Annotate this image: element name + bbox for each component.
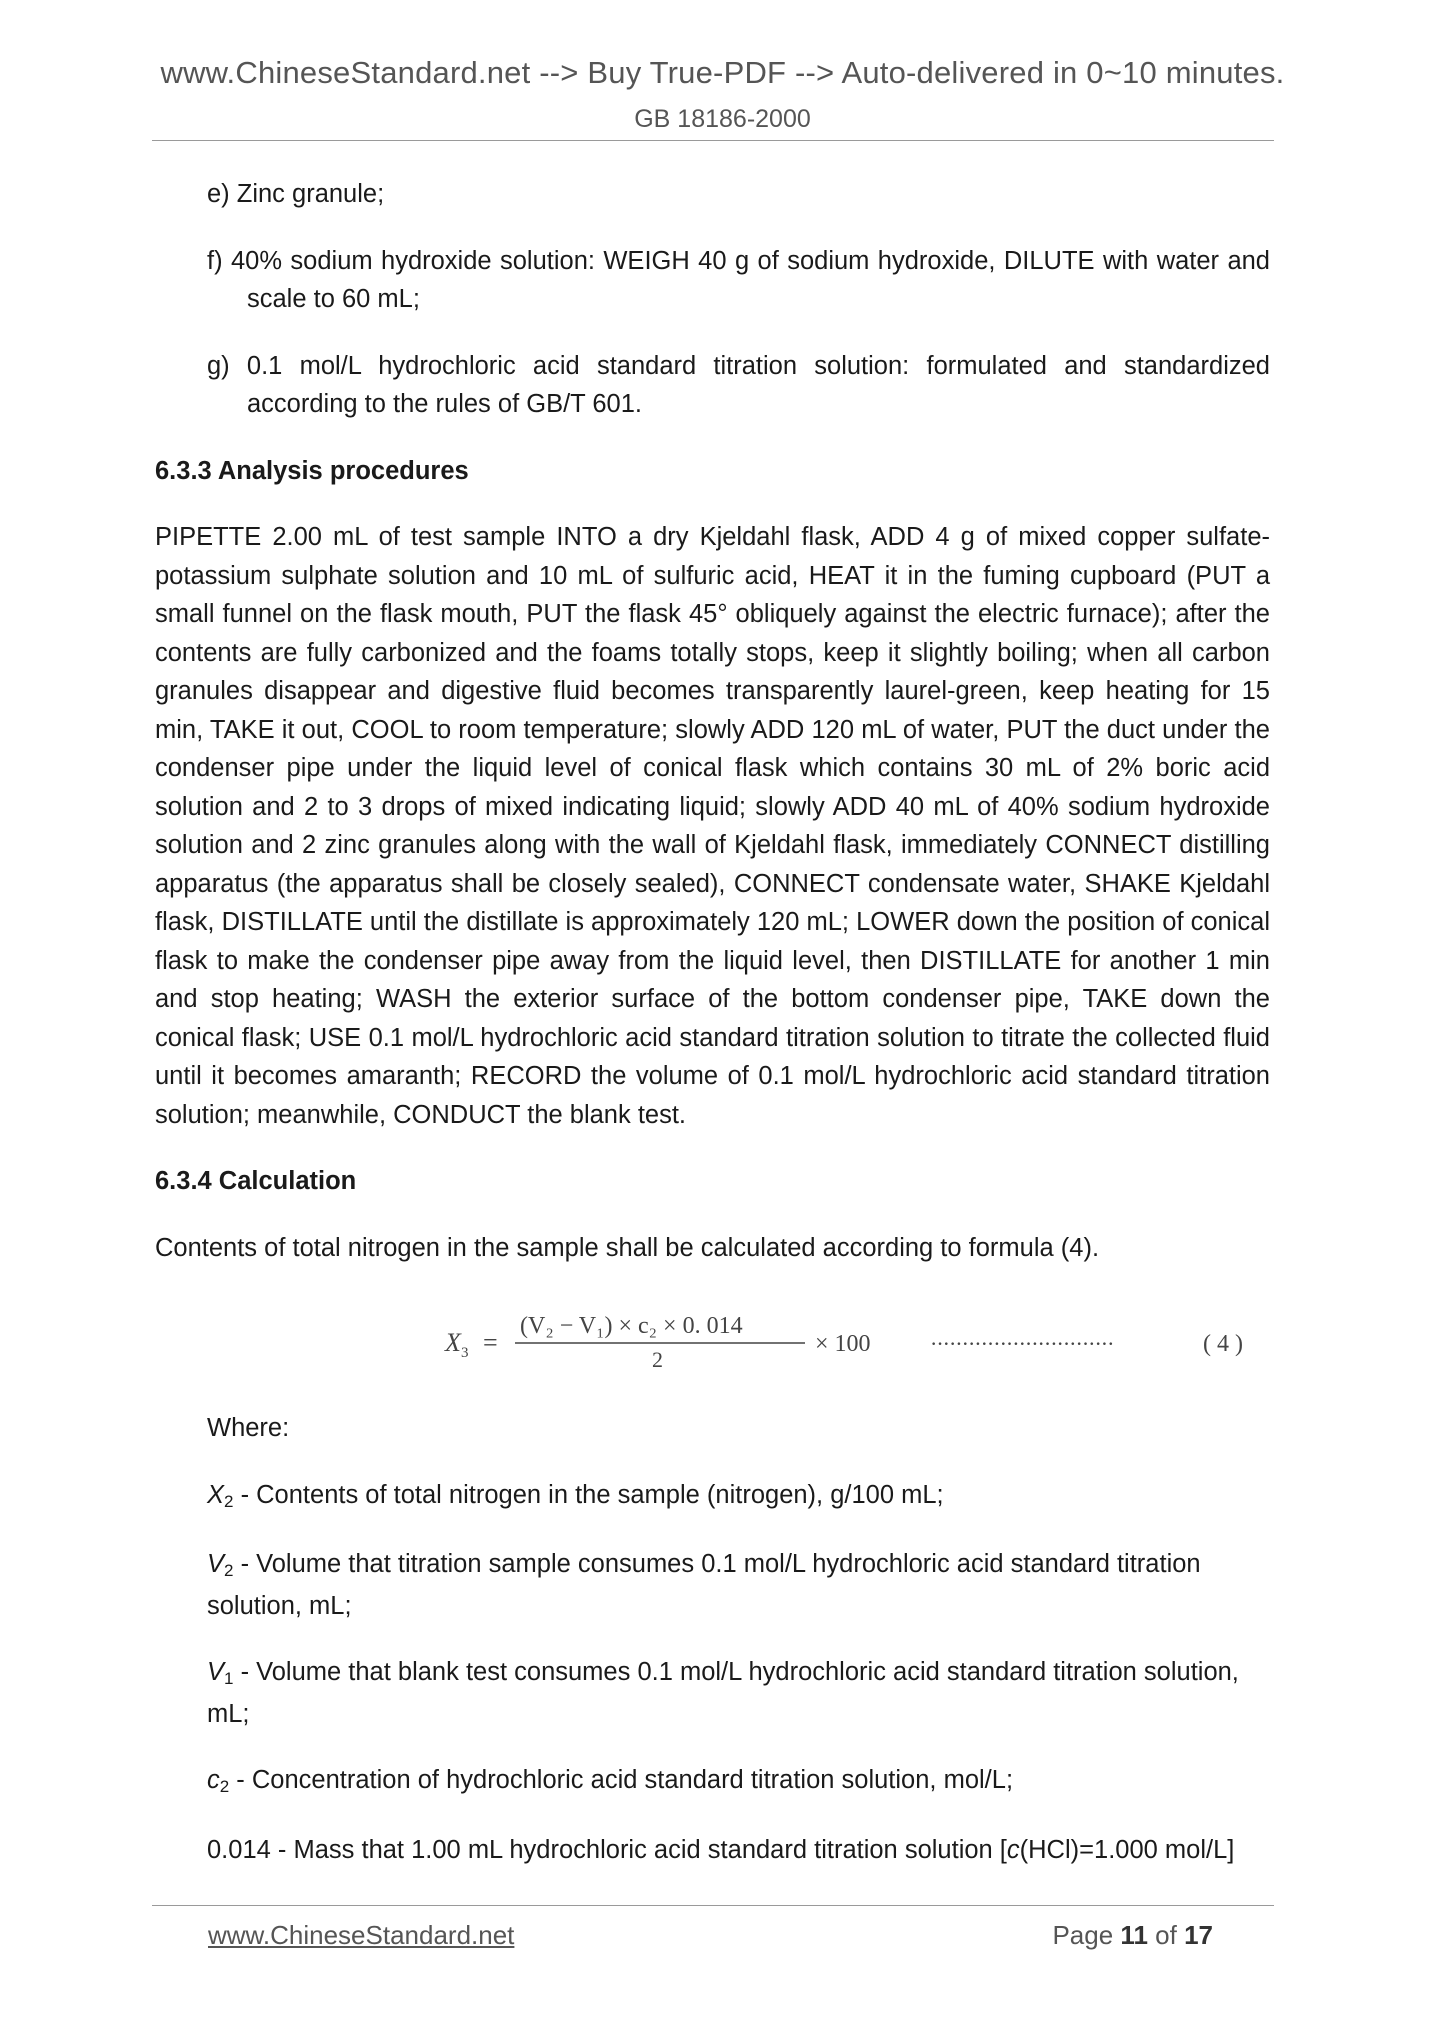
def-text: - Volume that titration sample consumes 0.1 mol/L hydrochloric acid standard titration solution, mL;	[207, 1550, 1201, 1620]
definition-x2	[207, 1476, 1270, 1518]
def-text: (HCl)=1.000 mol/L]	[1019, 1835, 1235, 1864]
footer-divider	[152, 1905, 1274, 1906]
def-symbol: X	[207, 1480, 225, 1509]
formula-numerator: (V₂ − V₁) × c₂ × 0. 014	[520, 1313, 743, 1339]
definition-v2	[207, 1545, 1270, 1625]
formula-4	[155, 1295, 1270, 1387]
footer-website-link[interactable]: www.ChineseStandard.net	[208, 1920, 515, 1950]
definition-c2	[207, 1761, 1270, 1803]
header-banner[interactable]: www.ChineseStandard.net --> Buy True-PDF --> Auto-delivered in 0~10 minutes.	[160, 55, 1285, 90]
formula-number: ( 4 )	[1203, 1331, 1243, 1357]
def-subscript: 1	[224, 1669, 234, 1688]
formula-graphic	[155, 1295, 1270, 1387]
formula-lhs-symbol: X	[445, 1328, 461, 1357]
calculation-intro: Contents of total nitrogen in the sample shall be calculated according to formula (4).	[155, 1233, 1100, 1262]
page-label: Page	[1052, 1920, 1114, 1950]
section-heading-calculation: 6.3.4 Calculation	[155, 1167, 357, 1195]
definition-v1	[207, 1653, 1270, 1733]
section-heading-analysis-procedures: 6.3.3 Analysis procedures	[155, 456, 469, 485]
def-subscript: 2	[219, 1777, 230, 1796]
standard-number: GB 18186-2000	[634, 105, 811, 133]
def-text: - Contents of total nitrogen in the sample (nitrogen), g/100 mL;	[233, 1480, 944, 1509]
list-item-e: e) Zinc granule;	[207, 180, 385, 208]
page-current: 11	[1120, 1920, 1148, 1950]
analysis-procedures-paragraph: PIPETTE 2.00 mL of test sample INTO a dry Kjeldahl flask, ADD 4 g of mixed copper sulfate-potassium sulphate solution and 10 mL of sulfuric acid, HEAT it in the fuming cupboard (PUT a small funnel on the flask mouth, PUT the flask 45° obliquely against the electric furnace); after the contents are fully carbonized and the foams totally stops, keep it slightly boiling; when all carbon granules disappear and digestive fluid becomes transparently laurel-green, keep heating for 15 min, TAKE it out, COOL to room temperature; slowly ADD 120 mL of water, PUT the duct under the condenser pipe under the liquid level of conical flask which contains 30 mL of 2% boric acid solution and 2 to 3 drops of mixed indicating liquid; slowly ADD 40 mL of 40% sodium hydroxide solution and 2 zinc granules along with the wall of Kjeldahl flask, immediately CONNECT distilling apparatus (the apparatus shall be closely sealed), CONNECT condensate water, SHAKE Kjeldahl flask, DISTILLATE until the distillate is approximately 120 mL; LOWER down the position of conical flask to make the condenser pipe away from the liquid level, then DISTILLATE for another 1 min and stop heating; WASH the exterior surface of the bottom condenser pipe, TAKE down the conical flask; USE 0.1 mol/L hydrochloric acid standard titration solution to titrate the collected fluid until it becomes amaranth; RECORD the volume of 0.1 mol/L hydrochloric acid standard titration solution; meanwhile, CONDUCT the blank test.	[155, 523, 1270, 1129]
formula-lhs-subscript: 3	[461, 1345, 469, 1361]
page-indicator	[1052, 1920, 1213, 1951]
def-text: 0.014 - Mass that 1.00 mL hydrochloric acid standard titration solution [	[207, 1835, 1007, 1864]
def-text: - Volume that blank test consumes 0.1 mol/L hydrochloric acid standard titration solution, mL;	[207, 1658, 1239, 1728]
document-body	[155, 175, 1270, 1897]
def-subscript: 2	[224, 1561, 234, 1580]
where-label: Where:	[207, 1414, 290, 1442]
header-divider	[152, 140, 1274, 141]
definition-0014	[207, 1831, 1270, 1870]
formula-equals: =	[483, 1328, 498, 1357]
def-subscript: 2	[224, 1491, 234, 1511]
formula-dot-leader: ·····························	[930, 1331, 1114, 1356]
def-symbol: V	[207, 1658, 225, 1686]
def-symbol: V	[207, 1550, 225, 1578]
page-total: 17	[1184, 1920, 1213, 1950]
def-symbol: c	[1006, 1835, 1020, 1864]
page-of: of	[1155, 1920, 1177, 1950]
formula-multiplier: × 100	[815, 1331, 871, 1357]
formula-denominator: 2	[652, 1347, 663, 1372]
def-symbol: c	[207, 1766, 220, 1794]
list-item-f: f) 40% sodium hydroxide solution: WEIGH 40 g of sodium hydroxide, DILUTE with water and scale to 60 mL;	[207, 246, 1270, 313]
def-text: - Concentration of hydrochloric acid standard titration solution, mol/L;	[229, 1766, 1014, 1794]
list-item-g: g) 0.1 mol/L hydrochloric acid standard titration solution: formulated and standardized according to the rules of GB/T 601.	[207, 351, 1270, 418]
